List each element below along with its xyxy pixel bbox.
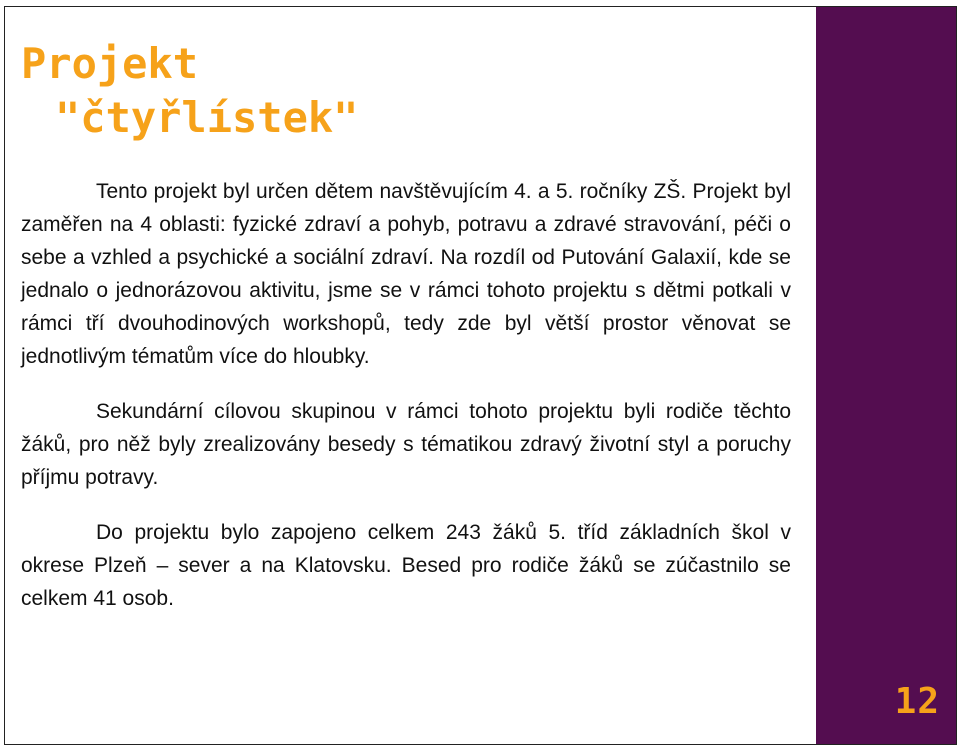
decorative-sidebar (816, 7, 956, 744)
paragraph-secondary-target-group: Sekundární cílovou skupinou v rámci tohoto projektu byli rodiče těchto žáků, pro něž byly zrealizovány besedy s tématikou zdravý životní styl a poruchy příjmu potravy. (21, 400, 791, 489)
slide (4, 6, 957, 745)
slide-title-line-2: "čtyřlístek" (55, 93, 359, 142)
slide-body (21, 175, 791, 615)
paragraph-participation-stats: Do projektu bylo zapojeno celkem 243 žáků 5. tříd základních škol v okrese Plzeň – sever a na Klatovsku. Besed pro rodiče žáků se zúčastnilo se celkem 41 osob. (21, 521, 791, 610)
slide-title-line-1: Projekt (21, 39, 199, 88)
slide-title (21, 37, 358, 145)
paragraph-project-description: Tento projekt byl určen dětem navštěvujícím 4. a 5. ročníky ZŠ. Projekt byl zaměřen na 4 oblasti: fyzické zdraví a pohyb, potravu a zdravé stravování, péči o sebe a vzhled a psychické a sociální zdraví. Na rozdíl od Putování Galaxií, kde se jednalo o jednorázovou aktivitu, jsme se v rámci tohoto projektu s dětmi potkali v rámci tří dvouhodinových workshopů, tedy zde byl větší prostor věnovat se jednotlivým tématům více do hloubky. (21, 180, 791, 368)
page-number: 12 (894, 681, 940, 722)
